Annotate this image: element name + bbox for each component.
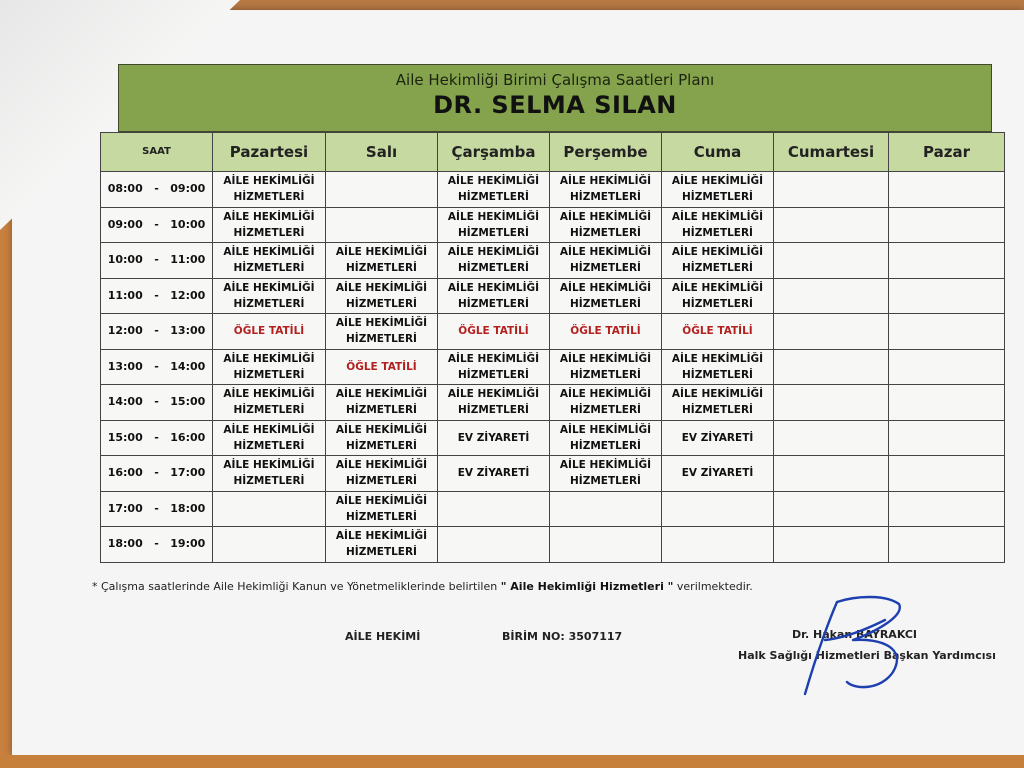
time-cell: 09:00 - 10:00 — [101, 207, 213, 243]
schedule-cell — [326, 172, 438, 208]
schedule-cell — [550, 349, 662, 385]
schedule-body — [101, 172, 1005, 563]
schedule-cell — [662, 349, 774, 385]
doctor-name: DR. SELMA SILAN — [433, 91, 677, 119]
schedule-cell — [213, 243, 326, 279]
schedule-cell-text: AİLE HEKİMLİĞİ HİZMETLERİ — [335, 459, 428, 488]
schedule-cell — [774, 207, 889, 243]
schedule-cell — [662, 385, 774, 421]
schedule-cell — [213, 207, 326, 243]
schedule-cell — [889, 349, 1005, 385]
schedule-cell — [213, 420, 326, 456]
schedule-cell — [438, 385, 550, 421]
schedule-cell — [550, 207, 662, 243]
schedule-cell-text: ÖĞLE TATİLİ — [570, 325, 641, 338]
schedule-cell-text: EV ZİYARETİ — [457, 431, 530, 444]
schedule-cell — [326, 314, 438, 350]
header-row — [101, 133, 1005, 172]
schedule-cell — [438, 527, 550, 563]
schedule-cell-text: AİLE HEKİMLİĞİ HİZMETLERİ — [223, 423, 315, 452]
plan-title: Aile Hekimliği Birimi Çalışma Saatleri Planı — [395, 71, 715, 89]
header-cumartesi: Cumartesi — [774, 133, 889, 172]
schedule-cell-text: AİLE HEKİMLİĞİ HİZMETLERİ — [223, 281, 315, 310]
table-row — [101, 527, 1005, 563]
header-saat: SAAT — [101, 133, 213, 172]
schedule-cell-text: AİLE HEKİMLİĞİ HİZMETLERİ — [223, 210, 315, 239]
schedule-cell — [326, 349, 438, 385]
schedule-cell — [326, 385, 438, 421]
table-row — [101, 385, 1005, 421]
schedule-cell — [550, 278, 662, 314]
family-doctor-label: AİLE HEKİMİ — [345, 630, 421, 643]
schedule-cell-text: AİLE HEKİMLİĞİ HİZMETLERİ — [671, 388, 764, 417]
schedule-cell — [889, 491, 1005, 527]
schedule-cell — [662, 314, 774, 350]
schedule-cell-text: AİLE HEKİMLİĞİ HİZMETLERİ — [671, 210, 764, 239]
schedule-cell — [438, 172, 550, 208]
schedule-cell — [889, 456, 1005, 492]
schedule-cell — [774, 527, 889, 563]
schedule-cell — [438, 278, 550, 314]
schedule-cell-text: AİLE HEKİMLİĞİ HİZMETLERİ — [223, 352, 315, 381]
time-cell: 10:00 - 11:00 — [101, 243, 213, 279]
header-sali: Salı — [326, 133, 438, 172]
schedule-cell-text: AİLE HEKİMLİĞİ HİZMETLERİ — [671, 175, 764, 204]
schedule-cell — [662, 420, 774, 456]
table-row — [101, 420, 1005, 456]
schedule-cell-text: AİLE HEKİMLİĞİ HİZMETLERİ — [559, 175, 652, 204]
unit-number: BİRİM NO: 3507117 — [502, 630, 623, 643]
schedule-cell — [438, 314, 550, 350]
schedule-cell — [774, 349, 889, 385]
schedule-cell — [213, 314, 326, 350]
schedule-cell — [662, 278, 774, 314]
official-title: Halk Sağlığı Hizmetleri Başkan Yardımcısı — [738, 649, 996, 662]
schedule-cell-text: ÖĞLE TATİLİ — [682, 325, 753, 338]
schedule-cell — [774, 385, 889, 421]
schedule-cell — [774, 491, 889, 527]
schedule-cell — [438, 420, 550, 456]
footnote-suffix: verilmektedir. — [673, 580, 753, 593]
schedule-cell — [889, 420, 1005, 456]
schedule-cell — [213, 456, 326, 492]
schedule-cell — [889, 527, 1005, 563]
table-row — [101, 349, 1005, 385]
schedule-cell-text: AİLE HEKİMLİĞİ HİZMETLERİ — [447, 175, 540, 204]
desk-edge — [0, 755, 1024, 768]
schedule-cell-text: AİLE HEKİMLİĞİ HİZMETLERİ — [335, 530, 428, 559]
schedule-cell-text: EV ZİYARETİ — [457, 467, 530, 480]
schedule-cell — [889, 314, 1005, 350]
schedule-cell — [326, 491, 438, 527]
schedule-cell — [326, 207, 438, 243]
schedule-cell — [438, 243, 550, 279]
schedule-cell — [550, 420, 662, 456]
schedule-cell-text: ÖĞLE TATİLİ — [458, 325, 529, 338]
time-cell: 18:00 - 19:00 — [101, 527, 213, 563]
header-persembe: Perşembe — [550, 133, 662, 172]
schedule-cell-text: EV ZİYARETİ — [681, 431, 754, 444]
schedule-cell-text: ÖĞLE TATİLİ — [346, 360, 417, 373]
schedule-cell — [662, 491, 774, 527]
schedule-cell-text: AİLE HEKİMLİĞİ HİZMETLERİ — [223, 246, 315, 275]
title-banner — [118, 64, 992, 132]
table-row — [101, 278, 1005, 314]
schedule-cell — [774, 314, 889, 350]
schedule-cell-text: AİLE HEKİMLİĞİ HİZMETLERİ — [447, 281, 540, 310]
schedule-cell — [326, 456, 438, 492]
schedule-cell — [550, 527, 662, 563]
schedule-cell — [438, 207, 550, 243]
schedule-cell-text: AİLE HEKİMLİĞİ HİZMETLERİ — [671, 281, 764, 310]
schedule-cell-text: AİLE HEKİMLİĞİ HİZMETLERİ — [335, 494, 428, 523]
schedule-cell-text: AİLE HEKİMLİĞİ HİZMETLERİ — [335, 423, 428, 452]
schedule-cell — [550, 243, 662, 279]
schedule-cell-text: AİLE HEKİMLİĞİ HİZMETLERİ — [447, 246, 540, 275]
schedule-cell — [662, 527, 774, 563]
schedule-table — [100, 132, 1005, 563]
schedule-cell-text: AİLE HEKİMLİĞİ HİZMETLERİ — [559, 423, 652, 452]
schedule-cell — [662, 243, 774, 279]
time-cell: 14:00 - 15:00 — [101, 385, 213, 421]
schedule-cell-text: AİLE HEKİMLİĞİ HİZMETLERİ — [447, 388, 540, 417]
schedule-cell-text: AİLE HEKİMLİĞİ HİZMETLERİ — [223, 388, 315, 417]
schedule-cell — [326, 243, 438, 279]
table-row — [101, 243, 1005, 279]
schedule-cell — [662, 207, 774, 243]
time-cell: 11:00 - 12:00 — [101, 278, 213, 314]
schedule-cell-text: AİLE HEKİMLİĞİ HİZMETLERİ — [559, 459, 652, 488]
time-cell: 13:00 - 14:00 — [101, 349, 213, 385]
schedule-cell-text: AİLE HEKİMLİĞİ HİZMETLERİ — [559, 246, 652, 275]
time-cell: 08:00 - 09:00 — [101, 172, 213, 208]
schedule-cell-text: AİLE HEKİMLİĞİ HİZMETLERİ — [559, 210, 652, 239]
schedule-cell — [213, 491, 326, 527]
schedule-cell — [550, 385, 662, 421]
schedule-cell-text: AİLE HEKİMLİĞİ HİZMETLERİ — [223, 459, 315, 488]
schedule-cell — [550, 172, 662, 208]
header-pazar: Pazar — [889, 133, 1005, 172]
footnote-prefix: * Çalışma saatlerinde Aile Hekimliği Kanun ve Yönetmeliklerinde belirtilen — [92, 580, 501, 593]
header-pazartesi: Pazartesi — [213, 133, 326, 172]
schedule-cell-text: AİLE HEKİMLİĞİ HİZMETLERİ — [559, 281, 652, 310]
schedule-cell — [774, 456, 889, 492]
schedule-cell — [889, 243, 1005, 279]
schedule-cell — [550, 314, 662, 350]
schedule-cell-text: ÖĞLE TATİLİ — [233, 325, 305, 338]
schedule-cell — [774, 172, 889, 208]
official-name: Dr. Hakan BAYRAKCI — [792, 628, 918, 641]
schedule-cell-text: AİLE HEKİMLİĞİ HİZMETLERİ — [447, 352, 540, 381]
schedule-cell-text: AİLE HEKİMLİĞİ HİZMETLERİ — [335, 317, 428, 346]
schedule-cell — [662, 172, 774, 208]
schedule-cell — [326, 527, 438, 563]
header-cuma: Cuma — [662, 133, 774, 172]
schedule-cell-text: AİLE HEKİMLİĞİ HİZMETLERİ — [447, 210, 540, 239]
schedule-cell — [213, 349, 326, 385]
schedule-cell — [774, 243, 889, 279]
schedule-cell-text: AİLE HEKİMLİĞİ HİZMETLERİ — [559, 352, 652, 381]
schedule-cell-text: EV ZİYARETİ — [681, 467, 754, 480]
schedule-cell-text: AİLE HEKİMLİĞİ HİZMETLERİ — [335, 246, 428, 275]
header-carsamba: Çarşamba — [438, 133, 550, 172]
schedule-cell — [662, 456, 774, 492]
schedule-cell — [213, 527, 326, 563]
schedule-cell — [550, 491, 662, 527]
schedule-cell — [774, 278, 889, 314]
time-cell: 16:00 - 17:00 — [101, 456, 213, 492]
schedule-cell — [326, 420, 438, 456]
schedule-cell-text: AİLE HEKİMLİĞİ HİZMETLERİ — [335, 281, 428, 310]
schedule-cell-text: AİLE HEKİMLİĞİ HİZMETLERİ — [671, 352, 764, 381]
schedule-cell — [889, 172, 1005, 208]
time-cell: 17:00 - 18:00 — [101, 491, 213, 527]
schedule-cell-text: AİLE HEKİMLİĞİ HİZMETLERİ — [559, 388, 652, 417]
schedule-cell — [438, 456, 550, 492]
table-row — [101, 456, 1005, 492]
schedule-cell — [889, 278, 1005, 314]
schedule-cell — [774, 420, 889, 456]
table-row — [101, 314, 1005, 350]
schedule-cell-text: AİLE HEKİMLİĞİ HİZMETLERİ — [671, 246, 764, 275]
schedule-cell — [213, 278, 326, 314]
time-cell: 15:00 - 16:00 — [101, 420, 213, 456]
schedule-cell — [889, 207, 1005, 243]
footnote-highlight: " Aile Hekimliği Hizmetleri " — [500, 580, 674, 593]
schedule-cell — [213, 385, 326, 421]
schedule-cell — [213, 172, 326, 208]
table-row — [101, 207, 1005, 243]
time-cell: 12:00 - 13:00 — [101, 314, 213, 350]
schedule-cell — [326, 278, 438, 314]
schedule-cell — [438, 349, 550, 385]
table-row — [101, 172, 1005, 208]
handwritten-signature — [795, 590, 915, 700]
schedule-cell — [438, 491, 550, 527]
table-row — [101, 491, 1005, 527]
schedule-cell — [889, 385, 1005, 421]
footnote — [92, 580, 753, 593]
schedule-cell-text: AİLE HEKİMLİĞİ HİZMETLERİ — [335, 388, 428, 417]
schedule-cell-text: AİLE HEKİMLİĞİ HİZMETLERİ — [223, 175, 315, 204]
schedule-cell — [550, 456, 662, 492]
